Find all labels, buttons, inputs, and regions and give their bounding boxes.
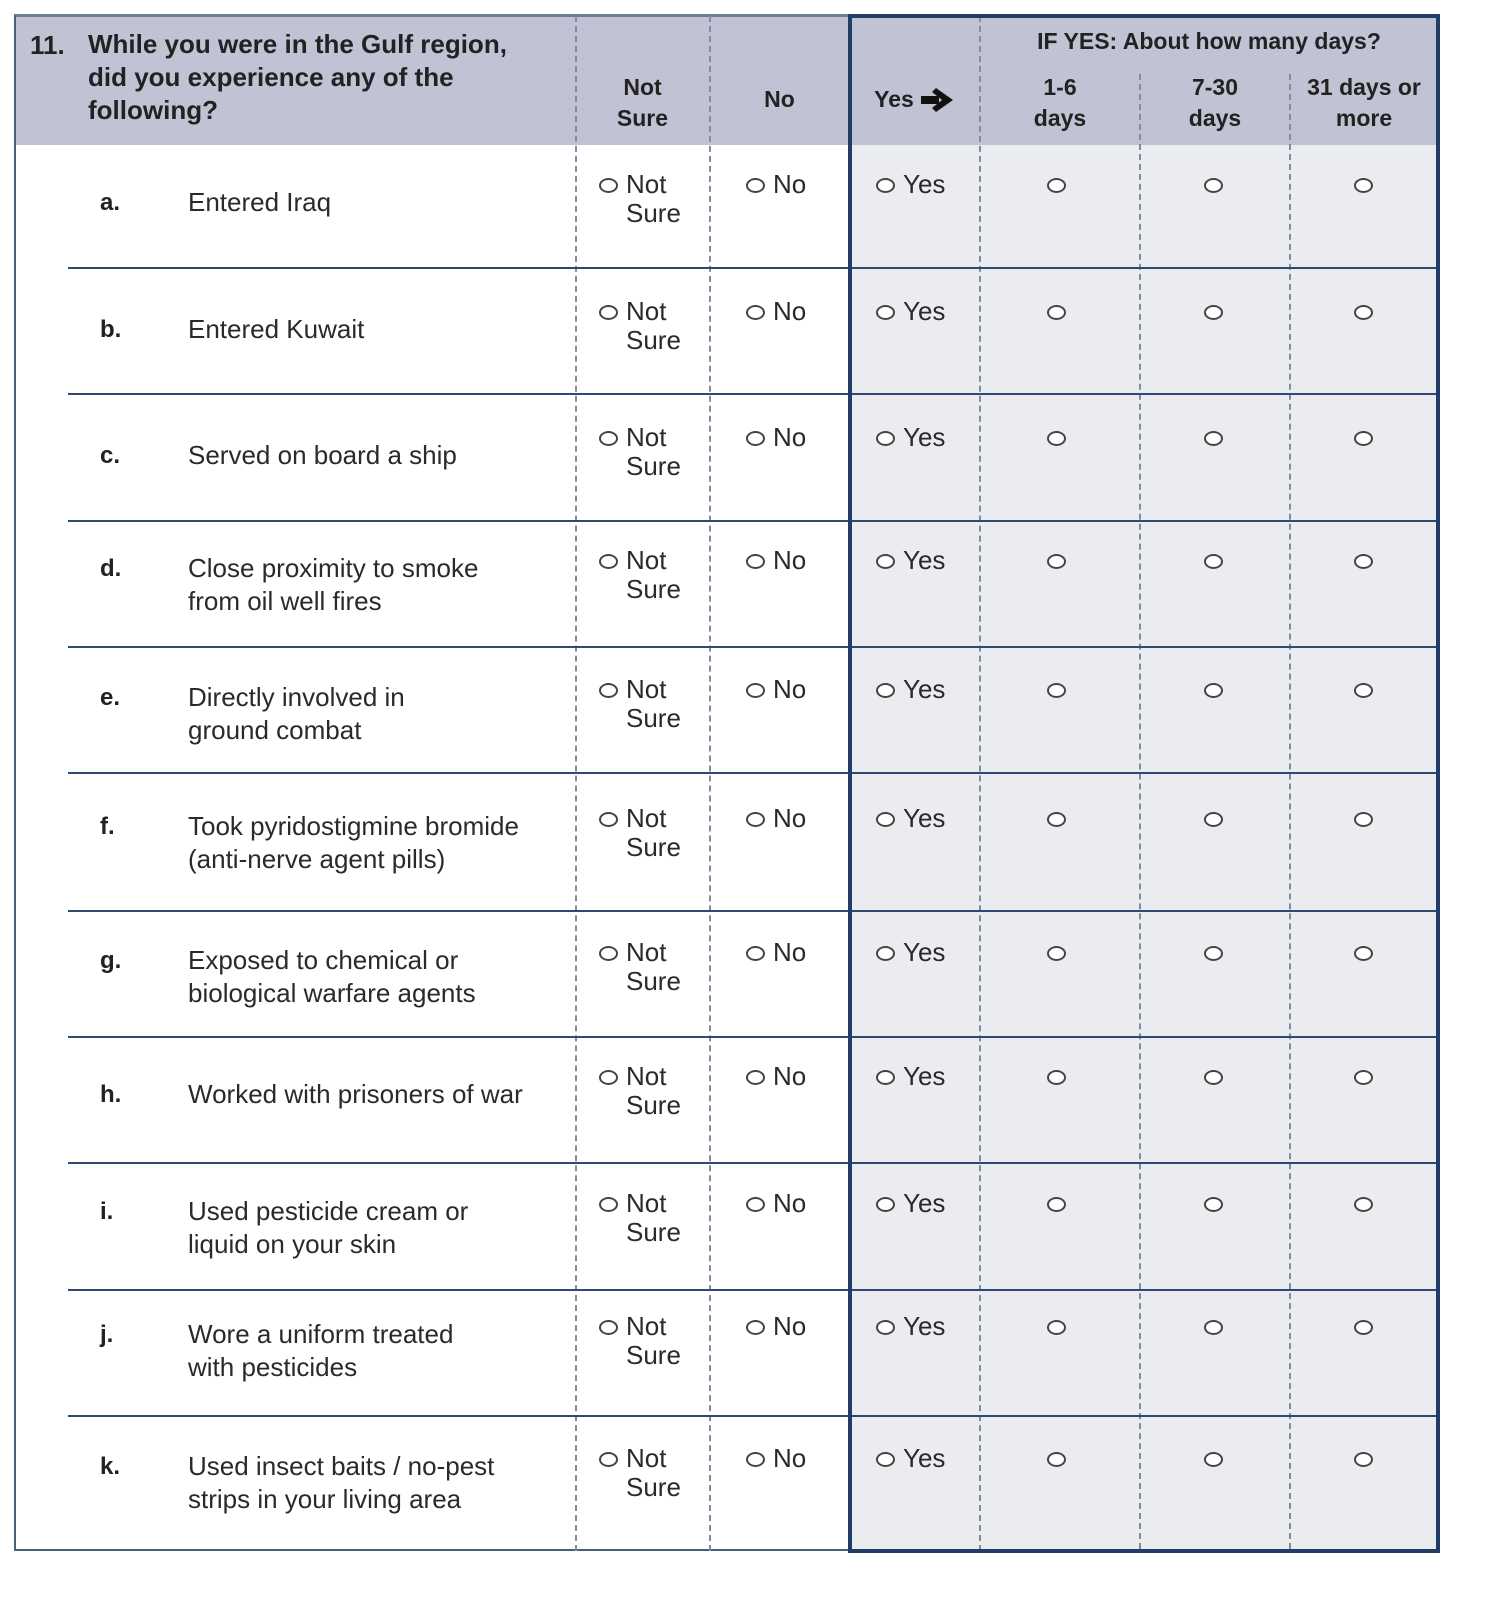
radio-yes[interactable]: [876, 178, 895, 193]
option-yes[interactable]: [876, 675, 945, 704]
item-label: [188, 1450, 568, 1516]
option-yes-label: Yes: [903, 1443, 946, 1473]
option-not-sure-label: [626, 804, 681, 862]
option-line: Sure: [626, 1340, 681, 1370]
option-not-sure-label: [626, 1444, 681, 1502]
option-yes-label: Yes: [903, 937, 946, 967]
option-not-sure[interactable]: [599, 675, 681, 733]
radio-not-sure[interactable]: [599, 946, 618, 961]
option-no[interactable]: [746, 1189, 806, 1218]
item-label-line: Took pyridostigmine bromide: [188, 811, 519, 841]
option-no[interactable]: [746, 1312, 806, 1341]
item-label: [188, 1078, 568, 1111]
radio-no[interactable]: [746, 1197, 765, 1212]
radio-not-sure[interactable]: [599, 812, 618, 827]
divider-7-30: [1289, 74, 1291, 1549]
row-divider: [68, 1162, 1438, 1164]
radio-not-sure[interactable]: [599, 1452, 618, 1467]
radio-yes[interactable]: [876, 812, 895, 827]
row-divider: [68, 520, 1438, 522]
option-no-label: No: [773, 296, 807, 326]
radio-31-plus-days[interactable]: [1354, 812, 1373, 827]
option-yes[interactable]: [876, 423, 945, 452]
divider-not-sure: [575, 16, 577, 1551]
radio-1-6-days[interactable]: [1047, 1452, 1066, 1467]
option-line: Sure: [626, 832, 681, 862]
option-line: Not: [626, 1061, 667, 1091]
item-letter: c.: [100, 442, 121, 469]
header-if-yes: IF YES: About how many days?: [1037, 28, 1381, 54]
radio-no[interactable]: [746, 812, 765, 827]
row-divider: [68, 1415, 1438, 1417]
option-no-label: No: [773, 422, 807, 452]
divider-no: [709, 16, 711, 1551]
item-label-line: (anti-nerve agent pills): [188, 844, 446, 874]
radio-yes[interactable]: [876, 1320, 895, 1335]
option-line: Not: [626, 545, 667, 575]
option-line: Not: [626, 169, 667, 199]
radio-not-sure[interactable]: [599, 178, 618, 193]
item-label: [188, 681, 568, 747]
header-yes-label: Yes: [874, 86, 914, 112]
divider-1-6: [1139, 74, 1141, 1549]
radio-no[interactable]: [746, 1320, 765, 1335]
radio-yes[interactable]: [876, 1070, 895, 1085]
option-no[interactable]: [746, 170, 806, 199]
radio-no[interactable]: [746, 946, 765, 961]
item-label: [188, 810, 568, 876]
radio-yes[interactable]: [876, 305, 895, 320]
option-yes-label: Yes: [903, 545, 946, 575]
option-yes[interactable]: [876, 938, 945, 967]
radio-1-6-days[interactable]: [1047, 178, 1066, 193]
option-line: Sure: [626, 703, 681, 733]
question-text: [88, 28, 568, 127]
item-label: [188, 313, 568, 346]
radio-yes[interactable]: [876, 1197, 895, 1212]
radio-7-30-days[interactable]: [1204, 1070, 1223, 1085]
header-line: 7-30: [1191, 74, 1239, 100]
row-divider: [68, 393, 1438, 395]
radio-7-30-days[interactable]: [1204, 683, 1223, 698]
question-line: following?: [88, 95, 218, 125]
option-yes[interactable]: [876, 804, 945, 833]
radio-31-plus-days[interactable]: [1354, 1320, 1373, 1335]
radio-7-30-days[interactable]: [1204, 1320, 1223, 1335]
item-label-line: Exposed to chemical or: [188, 945, 459, 975]
option-not-sure-label: [626, 1062, 681, 1120]
option-line: Not: [626, 1443, 667, 1473]
option-not-sure[interactable]: [599, 804, 681, 862]
radio-yes[interactable]: [876, 431, 895, 446]
item-label: [188, 1318, 568, 1384]
option-yes[interactable]: [876, 1444, 945, 1473]
table-row: [14, 268, 1440, 394]
radio-7-30-days[interactable]: [1204, 178, 1223, 193]
option-yes-label: Yes: [903, 1311, 946, 1341]
option-yes-label: Yes: [903, 422, 946, 452]
item-label-line: Wore a uniform treated: [188, 1319, 454, 1349]
option-yes[interactable]: [876, 170, 945, 199]
radio-no[interactable]: [746, 554, 765, 569]
item-label-line: Entered Kuwait: [188, 314, 365, 344]
item-label-line: Entered Iraq: [188, 187, 332, 217]
item-letter: a.: [100, 189, 121, 216]
option-not-sure[interactable]: [599, 938, 681, 996]
option-not-sure-label: [626, 938, 681, 996]
header-line: Sure: [616, 105, 669, 131]
table-row: [14, 773, 1440, 911]
item-letter: j.: [100, 1321, 114, 1348]
table-row: [14, 911, 1440, 1037]
item-label-line: Used insect baits / no-pest: [188, 1451, 495, 1481]
option-no[interactable]: [746, 1444, 806, 1473]
item-label-line: from oil well fires: [188, 586, 382, 616]
item-letter: e.: [100, 684, 121, 711]
option-not-sure[interactable]: [599, 1444, 681, 1502]
radio-no[interactable]: [746, 178, 765, 193]
row-divider: [68, 267, 1438, 269]
option-not-sure[interactable]: [599, 1062, 681, 1120]
header-31-plus-days: [1290, 72, 1438, 134]
radio-31-plus-days[interactable]: [1354, 431, 1373, 446]
radio-31-plus-days[interactable]: [1354, 554, 1373, 569]
item-letter: k.: [100, 1453, 121, 1480]
item-label-line: Worked with prisoners of war: [188, 1079, 523, 1109]
radio-not-sure[interactable]: [599, 1197, 618, 1212]
option-line: Not: [626, 422, 667, 452]
option-no-label: No: [773, 674, 807, 704]
option-no-label: No: [773, 1188, 807, 1218]
option-no-label: No: [773, 169, 807, 199]
item-letter: b.: [100, 316, 122, 343]
radio-not-sure[interactable]: [599, 431, 618, 446]
radio-1-6-days[interactable]: [1047, 1320, 1066, 1335]
option-no[interactable]: [746, 804, 806, 833]
item-label-line: Directly involved in: [188, 682, 405, 712]
option-yes-label: Yes: [903, 1061, 946, 1091]
header-line: 1-6: [1043, 74, 1077, 100]
row-divider: [68, 910, 1438, 912]
option-yes[interactable]: [876, 546, 945, 575]
table-row: [14, 394, 1440, 521]
option-no-label: No: [773, 545, 807, 575]
radio-1-6-days[interactable]: [1047, 1070, 1066, 1085]
option-no[interactable]: [746, 938, 806, 967]
option-not-sure[interactable]: [599, 170, 681, 228]
item-letter: g.: [100, 947, 122, 974]
option-no-label: No: [773, 803, 807, 833]
option-no[interactable]: [746, 1062, 806, 1091]
option-yes-label: Yes: [903, 803, 946, 833]
radio-31-plus-days[interactable]: [1354, 1070, 1373, 1085]
item-letter: i.: [100, 1198, 114, 1225]
option-not-sure-label: [626, 170, 681, 228]
radio-yes[interactable]: [876, 1452, 895, 1467]
option-not-sure[interactable]: [599, 1312, 681, 1370]
item-label: [188, 944, 568, 1010]
header-line: days: [1033, 105, 1087, 131]
item-label-line: Served on board a ship: [188, 440, 457, 470]
radio-not-sure[interactable]: [599, 554, 618, 569]
item-label-line: with pesticides: [188, 1352, 358, 1382]
item-label-line: Used pesticide cream or: [188, 1196, 469, 1226]
option-not-sure-label: [626, 675, 681, 733]
option-line: Sure: [626, 451, 681, 481]
option-not-sure[interactable]: [599, 546, 681, 604]
item-label: [188, 1195, 568, 1261]
radio-yes[interactable]: [876, 946, 895, 961]
radio-7-30-days[interactable]: [1204, 1452, 1223, 1467]
table-row: [14, 1037, 1440, 1163]
option-line: Sure: [626, 198, 681, 228]
item-label-line: ground combat: [188, 715, 362, 745]
radio-1-6-days[interactable]: [1047, 305, 1066, 320]
header-line: Not: [623, 74, 662, 100]
question-line: did you experience any of the: [88, 62, 454, 92]
option-yes[interactable]: [876, 1312, 945, 1341]
option-no-label: No: [773, 937, 807, 967]
radio-yes[interactable]: [876, 554, 895, 569]
option-no-label: No: [773, 1061, 807, 1091]
option-line: Sure: [626, 1472, 681, 1502]
radio-7-30-days[interactable]: [1204, 554, 1223, 569]
option-not-sure[interactable]: [599, 297, 681, 355]
option-line: Not: [626, 1188, 667, 1218]
option-not-sure[interactable]: [599, 1189, 681, 1247]
divider-yes: [979, 16, 981, 1551]
option-line: Not: [626, 937, 667, 967]
radio-7-30-days[interactable]: [1204, 1197, 1223, 1212]
radio-1-6-days[interactable]: [1047, 1197, 1066, 1212]
item-label-line: strips in your living area: [188, 1484, 462, 1514]
radio-not-sure[interactable]: [599, 683, 618, 698]
option-not-sure-label: [626, 546, 681, 604]
arrow-right-icon: [920, 87, 954, 113]
option-no[interactable]: [746, 297, 806, 326]
radio-7-30-days[interactable]: [1204, 431, 1223, 446]
radio-31-plus-days[interactable]: [1354, 683, 1373, 698]
row-divider: [68, 646, 1438, 648]
radio-no[interactable]: [746, 683, 765, 698]
table-row: [14, 1163, 1440, 1290]
item-label-line: Close proximity to smoke: [188, 553, 479, 583]
table-row: [14, 1416, 1440, 1550]
option-no[interactable]: [746, 423, 806, 452]
option-not-sure-label: [626, 423, 681, 481]
option-not-sure-label: [626, 1189, 681, 1247]
radio-yes[interactable]: [876, 683, 895, 698]
radio-31-plus-days[interactable]: [1354, 1197, 1373, 1212]
radio-no[interactable]: [746, 1452, 765, 1467]
option-line: Not: [626, 803, 667, 833]
item-label-line: liquid on your skin: [188, 1229, 397, 1259]
option-yes-label: Yes: [903, 1188, 946, 1218]
item-letter: d.: [100, 555, 122, 582]
radio-31-plus-days[interactable]: [1354, 178, 1373, 193]
item-letter: f.: [100, 813, 115, 840]
question-number: 11.: [30, 30, 65, 60]
header-line: No: [764, 86, 795, 112]
option-not-sure-label: [626, 297, 681, 355]
radio-1-6-days[interactable]: [1047, 946, 1066, 961]
option-not-sure[interactable]: [599, 423, 681, 481]
item-label-line: biological warfare agents: [188, 978, 476, 1008]
option-line: Not: [626, 674, 667, 704]
option-yes-label: Yes: [903, 169, 946, 199]
header-line: more: [1335, 105, 1393, 131]
table-row: [14, 1290, 1440, 1416]
table-row: [14, 145, 1440, 268]
option-no-label: No: [773, 1311, 807, 1341]
radio-1-6-days[interactable]: [1047, 554, 1066, 569]
item-label: [188, 552, 568, 618]
header-yes: [848, 84, 980, 115]
radio-1-6-days[interactable]: [1047, 431, 1066, 446]
option-no[interactable]: [746, 546, 806, 575]
item-label: [188, 439, 568, 472]
item-letter: h.: [100, 1081, 122, 1108]
option-not-sure-label: [626, 1312, 681, 1370]
option-line: Sure: [626, 325, 681, 355]
header-1-6-days: [980, 72, 1140, 134]
option-yes[interactable]: [876, 1062, 945, 1091]
row-divider: [68, 772, 1438, 774]
radio-31-plus-days[interactable]: [1354, 1452, 1373, 1467]
table-row: [14, 647, 1440, 773]
item-label: [188, 186, 568, 219]
question-11-form: [14, 14, 1440, 1551]
radio-no[interactable]: [746, 305, 765, 320]
option-yes[interactable]: [876, 297, 945, 326]
row-divider: [68, 1036, 1438, 1038]
radio-7-30-days[interactable]: [1204, 946, 1223, 961]
option-yes-label: Yes: [903, 674, 946, 704]
header-no: [711, 84, 848, 115]
table-row: [14, 521, 1440, 647]
radio-1-6-days[interactable]: [1047, 683, 1066, 698]
row-divider: [68, 1289, 1438, 1291]
radio-no[interactable]: [746, 431, 765, 446]
option-line: Not: [626, 1311, 667, 1341]
option-yes[interactable]: [876, 1189, 945, 1218]
header-line: days: [1188, 105, 1242, 131]
header-7-30-days: [1140, 72, 1290, 134]
option-no[interactable]: [746, 675, 806, 704]
radio-not-sure[interactable]: [599, 1070, 618, 1085]
option-line: Not: [626, 296, 667, 326]
option-line: Sure: [626, 574, 681, 604]
radio-31-plus-days[interactable]: [1354, 946, 1373, 961]
radio-not-sure[interactable]: [599, 305, 618, 320]
question-line: While you were in the Gulf region,: [88, 29, 507, 59]
radio-7-30-days[interactable]: [1204, 812, 1223, 827]
radio-31-plus-days[interactable]: [1354, 305, 1373, 320]
option-line: Sure: [626, 1090, 681, 1120]
radio-7-30-days[interactable]: [1204, 305, 1223, 320]
radio-not-sure[interactable]: [599, 1320, 618, 1335]
header-not-sure: [576, 72, 709, 134]
radio-1-6-days[interactable]: [1047, 812, 1066, 827]
option-yes-label: Yes: [903, 296, 946, 326]
option-line: Sure: [626, 1217, 681, 1247]
header-line: 31 days or: [1307, 74, 1421, 100]
option-no-label: No: [773, 1443, 807, 1473]
radio-no[interactable]: [746, 1070, 765, 1085]
option-line: Sure: [626, 966, 681, 996]
